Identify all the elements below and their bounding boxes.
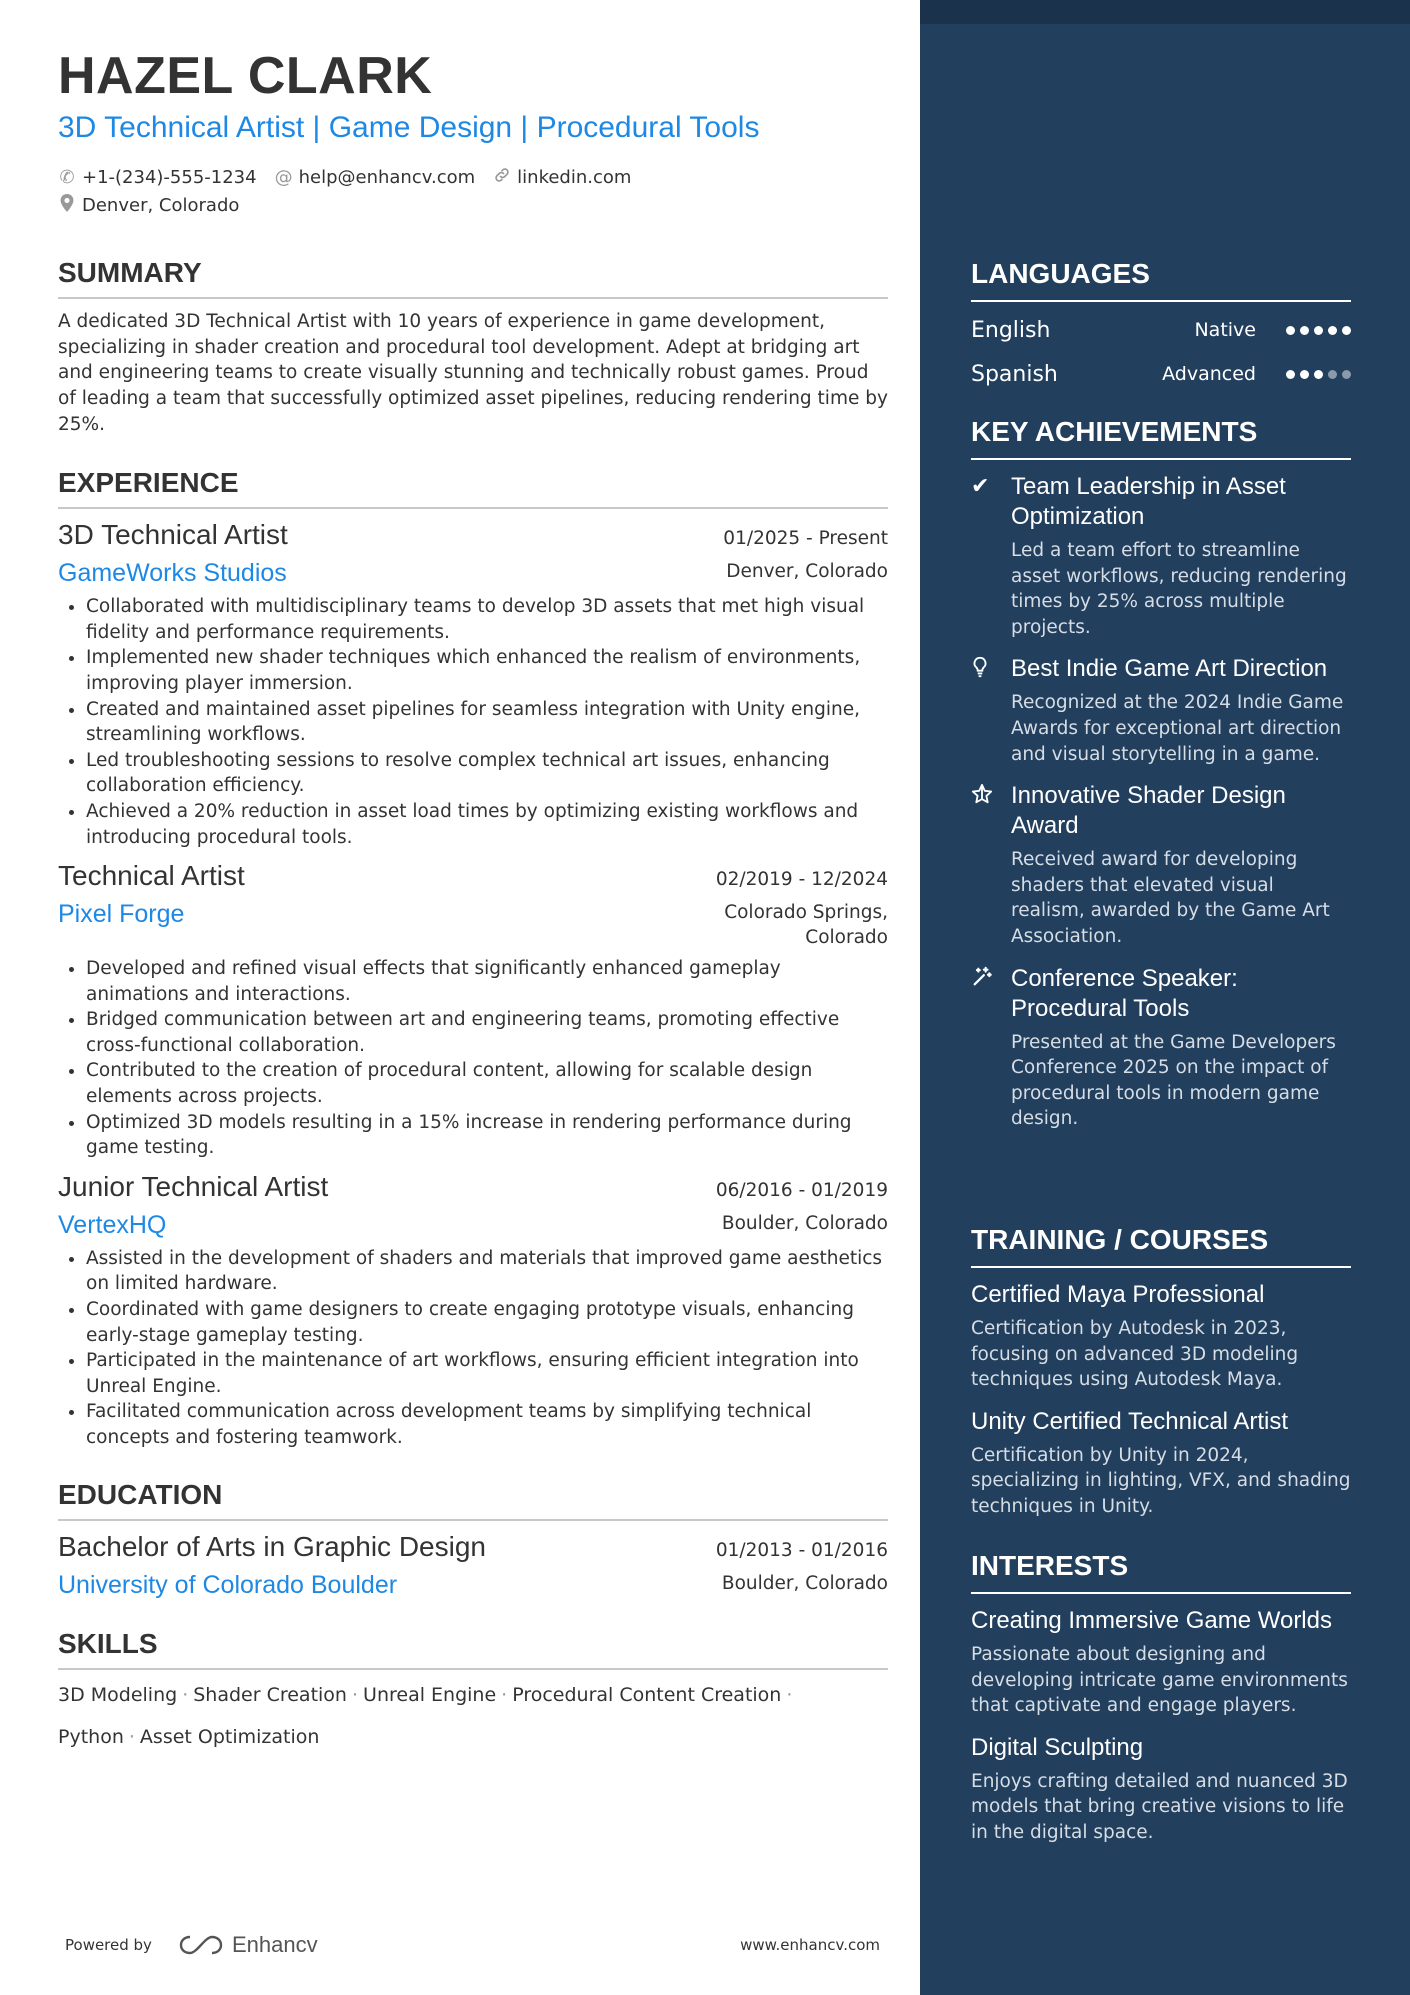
contact-phone[interactable] xyxy=(58,167,257,188)
interest-desc: Enjoys crafting detailed and nuanced 3D models that bring creative visions to life in the digital space. xyxy=(971,1770,1348,1843)
phone-text: +1-(234)-555-1234 xyxy=(82,166,257,188)
education-section xyxy=(58,1479,888,1600)
job-bullet: • Participated in the maintenance of art workflows, ensuring efficient integration into Unreal Engine. xyxy=(86,1348,888,1399)
achievement-item xyxy=(971,654,1351,767)
powered-by-text: Powered by xyxy=(65,1936,152,1954)
sidebar-top-band xyxy=(920,0,1410,24)
job-bullet: • Contributed to the creation of procedural content, allowing for scalable design elements across projects. xyxy=(86,1058,888,1109)
language-item xyxy=(971,352,1351,396)
skills-line: 3D Modeling · Shader Creation · Unreal Engine · Procedural Content Creation · xyxy=(58,1683,793,1706)
language-item xyxy=(971,308,1351,352)
job-title: 3D Technical Artist xyxy=(58,519,288,551)
company-name: Pixel Forge xyxy=(58,900,185,929)
skill-item: 3D Modeling xyxy=(58,1683,178,1706)
achievement-desc: Led a team effort to streamline asset workflows, reducing rendering times by 25% across multiple projects. xyxy=(1011,540,1347,638)
skill-item: Python xyxy=(58,1725,124,1748)
job-entry xyxy=(58,860,888,1161)
education-title: EDUCATION xyxy=(58,1479,888,1521)
skill-item: Unreal Engine xyxy=(363,1683,497,1706)
summary-text: A dedicated 3D Technical Artist with 10 years of experience in game development, specializing in shader creation and procedural tool development. Adept at bridging art and engineering teams to create visually stunning and technically robust games. Proud of leading a team that successfully optimized asset pipelines, reducing rendering time by 25%. xyxy=(58,311,888,435)
interests-title: INTERESTS xyxy=(971,1550,1351,1594)
achievements-section xyxy=(971,416,1351,1132)
language-name: Spanish xyxy=(971,361,1058,387)
languages-section xyxy=(971,258,1351,396)
job-dates: 02/2019 - 12/2024 xyxy=(715,869,888,891)
achievement-title: Team Leadership in Asset Optimization xyxy=(1011,473,1286,530)
language-level: Advanced xyxy=(1162,363,1256,385)
training-title: TRAINING / COURSES xyxy=(971,1224,1351,1268)
job-bullet: • Achieved a 20% reduction in asset load times by optimizing existing workflows and introducing procedural tools. xyxy=(86,799,888,850)
job-bullet: • Created and maintained asset pipelines for seamless integration with Unity engine, streamlining workflows. xyxy=(86,697,888,748)
experience-section xyxy=(58,467,888,1450)
job-bullet: • Coordinated with game designers to create engaging prototype visuals, enhancing early-stage gameplay testing. xyxy=(86,1297,888,1348)
interest-item xyxy=(971,1606,1351,1719)
contact-location xyxy=(58,194,239,217)
rating-dot xyxy=(1342,326,1351,335)
job-location: Colorado Springs, Colorado xyxy=(724,902,888,949)
language-rating xyxy=(1286,326,1351,335)
infinity-logo-icon xyxy=(178,1933,224,1957)
company-name: GameWorks Studios xyxy=(58,559,287,588)
main-column xyxy=(58,40,888,1758)
powered-by xyxy=(65,1932,318,1958)
job-bullet: • Led troubleshooting sessions to resolve complex technical art issues, enhancing collaboration efficiency. xyxy=(86,748,888,799)
at-icon: @ xyxy=(274,166,293,188)
skills-line: Python · Asset Optimization xyxy=(58,1725,320,1748)
job-bullet: • Collaborated with multidisciplinary teams to develop 3D assets that met high visual fidelity and performance requirements. xyxy=(86,594,888,645)
school-name: University of Colorado Boulder xyxy=(58,1570,398,1599)
linkedin-text: linkedin.com xyxy=(517,166,632,188)
job-entry xyxy=(58,1171,888,1451)
summary-title: SUMMARY xyxy=(58,257,888,299)
achievement-item xyxy=(971,781,1351,949)
achievement-item xyxy=(971,472,1351,640)
interest-title: Creating Immersive Game Worlds xyxy=(971,1607,1332,1634)
achievement-desc: Received award for developing shaders that elevated visual realism, awarded by the Game Art Association. xyxy=(1011,849,1330,947)
training-title-text: Unity Certified Technical Artist xyxy=(971,1407,1289,1435)
enhancv-logo[interactable] xyxy=(178,1932,318,1958)
website-link[interactable]: www.enhancv.com xyxy=(740,1936,880,1954)
language-level: Native xyxy=(1194,319,1256,341)
skills-title: SKILLS xyxy=(58,1628,888,1670)
phone-icon: ✆ xyxy=(59,166,75,188)
rating-dot xyxy=(1314,370,1323,379)
language-rating xyxy=(1286,370,1351,379)
language-name: English xyxy=(971,317,1051,343)
contact-email[interactable] xyxy=(275,167,476,188)
job-bullets xyxy=(58,594,888,850)
achievement-title: Conference Speaker: Procedural Tools xyxy=(1011,964,1238,1022)
job-bullets xyxy=(58,956,888,1161)
interest-desc: Passionate about designing and developing intricate game environments that captivate and engage players. xyxy=(971,1644,1348,1717)
job-bullet: • Implemented new shader techniques which enhanced the realism of environments, improving player immersion. xyxy=(86,645,888,696)
rating-dot xyxy=(1328,370,1337,379)
training-desc: Certification by Unity in 2024, specializing in lighting, VFX, and shading techniques in Unity. xyxy=(971,1444,1351,1517)
email-text: help@enhancv.com xyxy=(298,166,476,188)
job-dates: 06/2016 - 01/2019 xyxy=(715,1179,888,1201)
rating-dot xyxy=(1286,326,1295,335)
skill-item: Procedural Content Creation xyxy=(512,1683,782,1706)
candidate-name: HAZEL CLARK xyxy=(58,47,433,105)
interests-section xyxy=(971,1550,1351,1846)
job-bullet: • Developed and refined visual effects that significantly enhanced gameplay animations and interactions. xyxy=(86,956,888,1007)
job-title: Technical Artist xyxy=(58,860,245,892)
interest-title: Digital Sculpting xyxy=(971,1733,1144,1761)
achievements-title: KEY ACHIEVEMENTS xyxy=(971,416,1351,460)
interest-item xyxy=(971,1733,1351,1846)
job-bullet: • Facilitated communication across development teams by simplifying technical concepts and fostering teamwork. xyxy=(86,1399,888,1450)
rating-dot xyxy=(1342,370,1351,379)
job-title: Junior Technical Artist xyxy=(58,1170,329,1202)
achievement-item xyxy=(971,964,1351,1132)
skill-item: Asset Optimization xyxy=(139,1725,320,1748)
job-location: Boulder, Colorado xyxy=(721,1212,888,1234)
experience-title: EXPERIENCE xyxy=(58,467,888,509)
star-icon xyxy=(971,781,1011,949)
training-item xyxy=(971,1407,1351,1520)
headline: 3D Technical Artist | Game Design | Procedural Tools xyxy=(58,111,760,145)
training-desc: Certification by Autodesk in 2023, focusing on advanced 3D modeling techniques using Autodesk Maya. xyxy=(971,1318,1299,1391)
lightbulb-icon xyxy=(971,654,1011,767)
company-name: VertexHQ xyxy=(58,1210,167,1239)
brand-name: Enhancv xyxy=(231,1932,318,1957)
rating-dot xyxy=(1300,370,1309,379)
job-bullets xyxy=(58,1246,888,1451)
rating-dot xyxy=(1314,326,1323,335)
link-icon xyxy=(493,166,511,189)
job-entry xyxy=(58,519,888,850)
achievement-desc: Recognized at the 2024 Indie Game Awards for exceptional art direction and visual storytelling in a game. xyxy=(1011,692,1344,765)
job-dates: 01/2025 - Present xyxy=(723,528,888,550)
languages-title: LANGUAGES xyxy=(971,258,1351,302)
degree-title: Bachelor of Arts in Graphic Design xyxy=(58,1530,486,1562)
footer xyxy=(65,1925,880,1965)
achievement-title: Best Indie Game Art Direction xyxy=(1011,655,1328,683)
rating-dot xyxy=(1300,326,1309,335)
training-item xyxy=(971,1280,1351,1393)
achievement-desc: Presented at the Game Developers Conference 2025 on the impact of procedural tools in modern game design. xyxy=(1011,1031,1336,1130)
achievement-title: Innovative Shader Design Award xyxy=(1011,782,1286,840)
summary-section xyxy=(58,257,888,437)
rating-dot xyxy=(1286,370,1295,379)
check-icon: ✔ xyxy=(971,474,990,499)
training-title-text: Certified Maya Professional xyxy=(971,1281,1265,1308)
job-location: Denver, Colorado xyxy=(726,561,888,583)
job-bullet: • Optimized 3D models resulting in a 15% increase in rendering performance during game testing. xyxy=(86,1110,888,1161)
training-section xyxy=(971,1224,1351,1520)
contact-linkedin[interactable] xyxy=(493,166,631,189)
contact-info xyxy=(58,163,888,219)
education-dates: 01/2013 - 01/2016 xyxy=(715,1539,888,1561)
location-text: Denver, Colorado xyxy=(82,194,240,216)
job-bullet: • Assisted in the development of shaders and materials that improved game aesthetics on limited hardware. xyxy=(86,1246,888,1297)
skill-item: Shader Creation xyxy=(193,1683,347,1706)
location-pin-icon xyxy=(58,194,76,217)
skills-section xyxy=(58,1628,888,1758)
job-bullet: • Bridged communication between art and engineering teams, promoting effective cross-functional collaboration. xyxy=(86,1007,888,1058)
rating-dot xyxy=(1328,326,1337,335)
magic-wand-icon xyxy=(971,964,1011,1132)
education-location: Boulder, Colorado xyxy=(721,1572,888,1594)
